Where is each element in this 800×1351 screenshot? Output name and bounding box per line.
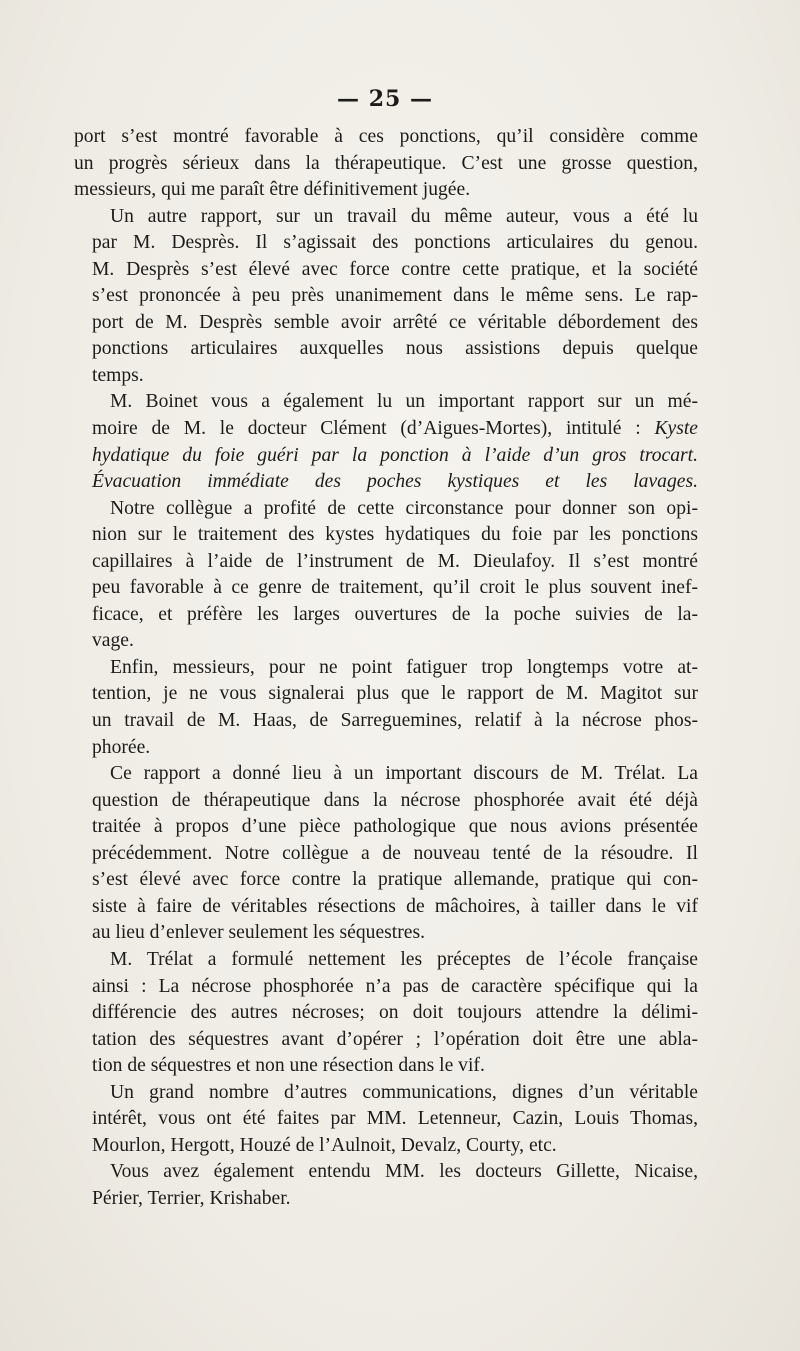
text-line: peu favorable à ce genre de traitement, qu’il croit le plus souvent inef- [92, 577, 698, 599]
paragraph-3 [74, 389, 698, 495]
paragraph-7 [74, 947, 698, 1080]
text-line: par M. Desprès. Il s’agissait des ponctions articulaires du genou. [92, 232, 698, 254]
text-line: Périer, Terrier, Krishaber. [92, 1187, 291, 1209]
text-line: précédemment. Notre collègue a de nouveau tenté de la résoudre. Il [92, 842, 698, 864]
paragraph-4 [74, 496, 698, 655]
paragraph-2 [74, 204, 698, 390]
text-line: s’est élevé avec force contre la pratique allemande, pratique qui con- [92, 869, 698, 891]
text-line: un progrès sérieux dans la thérapeutique. C’est une grosse question, [74, 152, 698, 174]
text-line: Ce rapport a donné lieu à un important discours de M. Trélat. La [110, 763, 698, 785]
text-line: port s’est montré favorable à ces ponctions, qu’il considère comme [74, 126, 698, 147]
text-line: M. Desprès s’est élevé avec force contre cette pratique, et la société [92, 258, 698, 280]
text-line [74, 443, 698, 470]
body-text [74, 124, 698, 1212]
text-line: nion sur le traitement des kystes hydatiques du foie par les ponctions [92, 524, 698, 546]
text-line: ainsi : La nécrose phosphorée n’a pas de caractère spécifique qui la [92, 975, 698, 997]
text-line: phorée. [92, 736, 151, 758]
text-line [74, 469, 698, 496]
paragraph-5 [74, 655, 698, 761]
text-line: question de thérapeutique dans la nécrose phosphorée avait été déjà [92, 789, 698, 811]
text-line: Mourlon, Hergott, Houzé de l’Aulnoit, Devalz, Courty, etc. [92, 1134, 557, 1156]
text-line [74, 416, 698, 443]
text-line: capillaires à l’aide de l’instrument de M. Dieulafoy. Il s’est montré [92, 550, 698, 572]
paragraph-1 [74, 124, 698, 204]
text-line: différencie des autres nécroses; on doit toujours attendre la délimi- [92, 1002, 698, 1024]
text-line: au lieu d’enlever seulement les séquestres. [92, 922, 425, 944]
text-line: intérêt, vous ont été faites par MM. Letenneur, Cazin, Louis Thomas, [92, 1108, 698, 1130]
text-line: ficace, et préfère les larges ouvertures de la poche suivies de la- [92, 603, 698, 625]
text-line: tion de séquestres et non une résection dans le vif. [92, 1055, 485, 1077]
text-line: vage. [92, 630, 134, 652]
text-line: Enfin, messieurs, pour ne point fatiguer trop longtemps votre at- [110, 656, 698, 678]
italic-title: hydatique du foie guéri par la ponction à l’aide d’un gros trocart. [92, 444, 698, 466]
text-line: M. Trélat a formulé nettement les préceptes de l’école française [110, 948, 698, 970]
paragraph-9 [74, 1159, 698, 1212]
text-line: siste à faire de véritables résections de mâchoires, à tailler dans le vif [92, 895, 698, 917]
text-line: Un autre rapport, sur un travail du même auteur, vous a été lu [110, 205, 698, 227]
text-segment: moire de M. le docteur Clément (d’Aigues-Mortes), intitulé : [92, 418, 641, 440]
text-line: ponctions articulaires auxquelles nous assistions depuis quelque [92, 338, 698, 360]
page-number: — 25 — [337, 86, 433, 112]
text-line: M. Boinet vous a également lu un important rapport sur un mé- [110, 391, 698, 413]
text-line: temps. [92, 364, 144, 386]
text-line: messieurs, qui me paraît être définitivement jugée. [74, 179, 471, 201]
text-line: Un grand nombre d’autres communications, dignes d’un véritable [110, 1081, 698, 1103]
text-line: Vous avez également entendu MM. les docteurs Gillette, Nicaise, [110, 1161, 698, 1183]
text-line: tention, je ne vous signalerai plus que le rapport de M. Magitot sur [92, 683, 698, 705]
paragraph-8 [74, 1080, 698, 1160]
text-line: port de M. Desprès semble avoir arrêté ce véritable débordement des [92, 311, 698, 333]
text-line: s’est prononcée à peu près unanimement dans le même sens. Le rap- [92, 285, 698, 307]
italic-title: Kyste [654, 418, 698, 440]
paragraph-6 [74, 761, 698, 947]
text-line: traitée à propos d’une pièce pathologique que nous avions présentée [92, 816, 698, 838]
text-line: un travail de M. Haas, de Sarreguemines, relatif à la nécrose phos- [92, 710, 698, 732]
text-line: tation des séquestres avant d’opérer ; l’opération doit être une abla- [92, 1028, 698, 1050]
italic-title: Évacuation immédiate des poches kystiques et les lavages. [92, 471, 698, 493]
text-line: Notre collègue a profité de cette circonstance pour donner son opi- [110, 497, 698, 519]
